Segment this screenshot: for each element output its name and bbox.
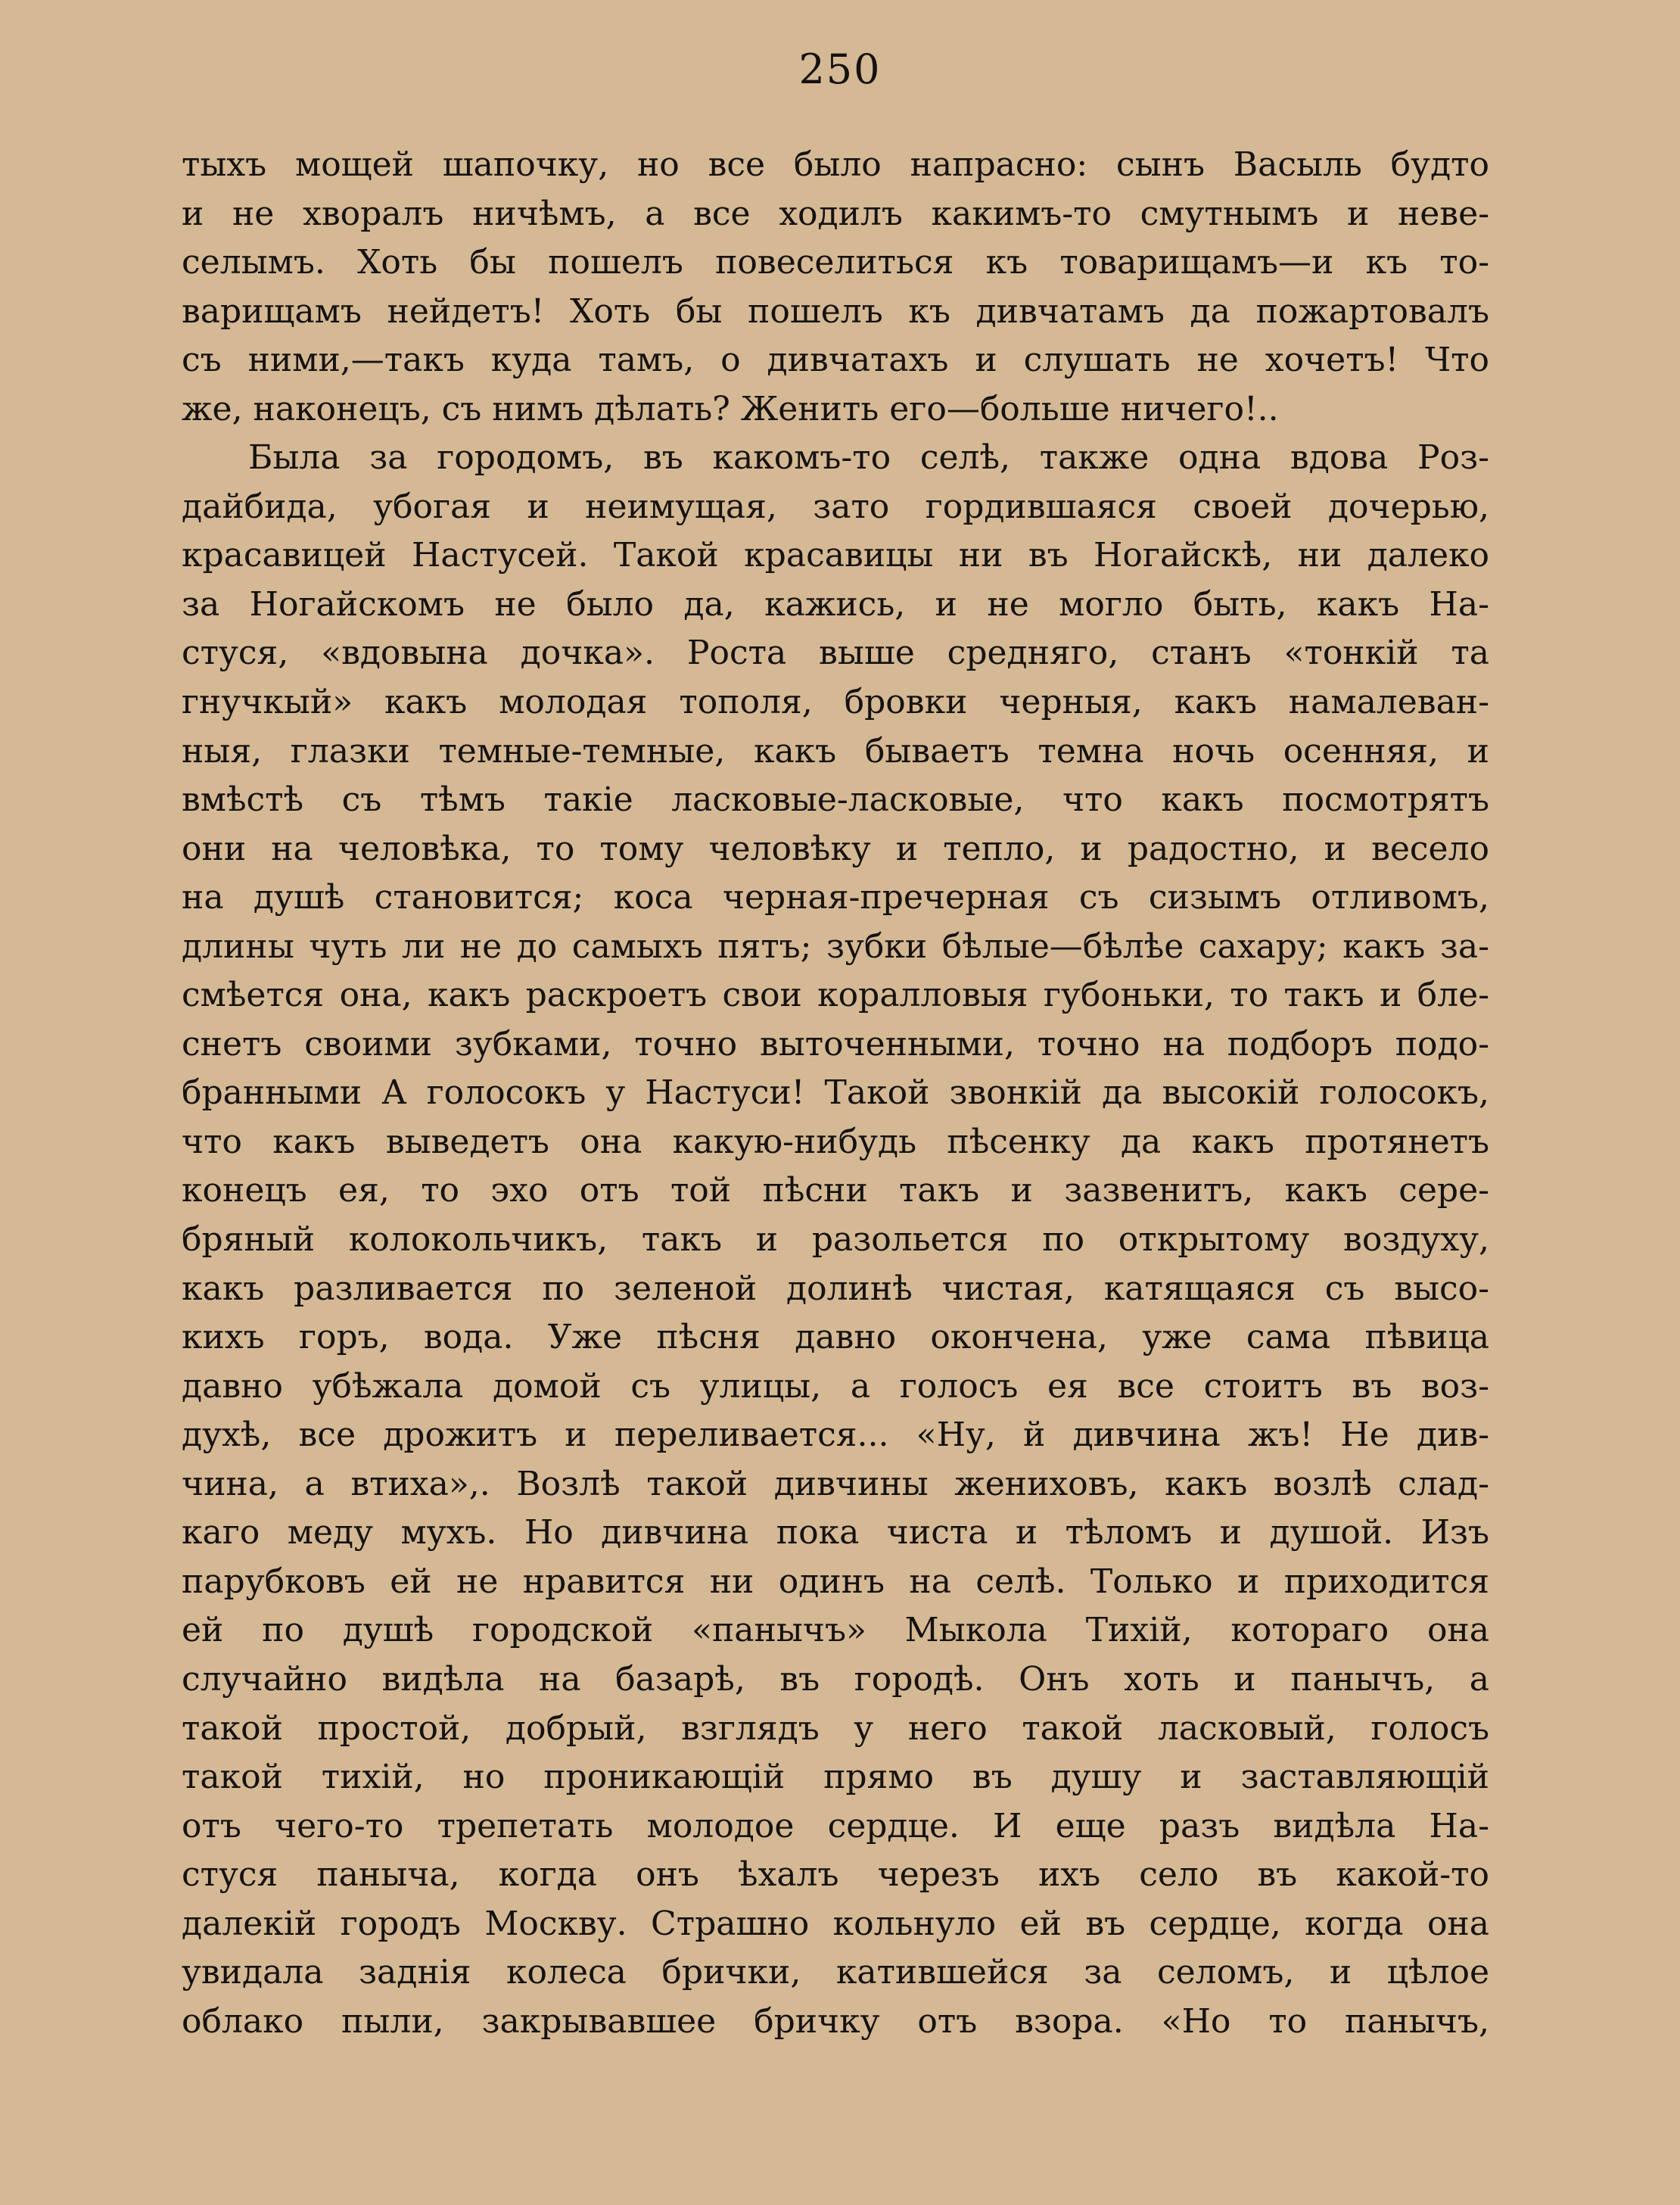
paragraph-start-line: Была за городомъ, въ какомъ-то селѣ, также одна вдова Роз- [248,438,1489,478]
text-line: отъ чего-то трепетать молодое сердце. И еще разъ видѣла На- [182,1806,1489,1845]
text-line: селымъ. Хоть бы пошелъ повеселиться къ товарищамъ—и къ то- [182,243,1489,282]
text-line: ныя, глазки темные-темные, какъ бываетъ темна ночь осенняя, и [182,731,1489,771]
text-line: они на человѣка, то тому человѣку и тепло, и радостно, и весело [182,829,1489,868]
text-line: и не хворалъ ничѣмъ, а все ходилъ какимъ-то смутнымъ и неве- [182,194,1489,233]
text-line: же, наконецъ, съ нимъ дѣлать? Женить его—больше ничего!.. [182,389,1279,428]
text-line: за Ногайскомъ не было да, кажись, и не могло быть, какъ На- [182,584,1489,624]
text-line: длины чуть ли не до самыхъ пятъ; зубки бѣлые—бѣлѣе сахару; какъ за- [182,927,1489,966]
text-line: кихъ горъ, вода. Уже пѣсня давно окончена, уже сама пѣвица [182,1318,1489,1357]
text-line: бранными А голосокъ у Настуси! Такой звонкій да высокій голосокъ, [182,1073,1489,1113]
text-line: стуся паныча, когда онъ ѣхалъ черезъ ихъ село въ какой-то [182,1855,1489,1895]
text-line: какъ разливается по зеленой долинѣ чистая, катящаяся съ высо- [182,1269,1489,1308]
text-line: конецъ ея, то эхо отъ той пѣсни такъ и зазвенитъ, какъ сере- [182,1171,1489,1210]
text-line: бряный колокольчикъ, такъ и разольется по открытому воздуху, [182,1220,1489,1260]
text-line: гнучкый» какъ молодая тополя, бровки черныя, какъ намалеван- [182,683,1489,722]
body-text [182,141,1489,2046]
text-line: на душѣ становится; коса черная-пречерная съ сизымъ отливомъ, [182,878,1489,917]
text-line: что какъ выведетъ она какую-нибудь пѣсенку да какъ протянетъ [182,1122,1489,1161]
text-line: смѣется она, какъ раскроетъ свои коралловыя губоньки, то такъ и бле- [182,976,1489,1015]
text-line: облако пыли, закрывавшее бричку отъ взора. «Но то панычъ, [182,2001,1489,2041]
text-line: тыхъ мощей шапочку, но все было напрасно: сынъ Васыль будто [182,145,1489,184]
text-line: духѣ, все дрожитъ и переливается... «Ну, й дивчина жъ! Не див- [182,1415,1489,1455]
text-line: такой простой, добрый, взглядъ у него такой ласковый, голосъ [182,1708,1489,1748]
text-line: снетъ своими зубками, точно выточенными, точно на подборъ подо- [182,1024,1489,1064]
text-line: случайно видѣла на базарѣ, въ городѣ. Онъ хоть и панычъ, а [182,1659,1489,1699]
text-line: далекій городъ Москву. Страшно кольнуло ей въ сердце, когда она [182,1904,1489,1943]
text-line: варищамъ нейдетъ! Хоть бы пошелъ къ дивчатамъ да пожартовалъ [182,291,1489,331]
text-line: такой тихій, но проникающій прямо въ душу и заставляющій [182,1758,1489,1797]
text-line: парубковъ ей не нравится ни одинъ на селѣ. Только и приходится [182,1562,1489,1601]
text-line: вмѣстѣ съ тѣмъ такіе ласковые-ласковые, что какъ посмотрятъ [182,780,1489,820]
page-number: 250 [798,45,882,93]
text-line: красавицей Настусей. Такой красавицы ни въ Ногайскѣ, ни далеко [182,536,1489,575]
text-line: чина, а втиха»,. Возлѣ такой дивчины жениховъ, какъ возлѣ слад- [182,1464,1489,1503]
text-line: давно убѣжала домой съ улицы, а голосъ ея все стоитъ въ воз- [182,1366,1489,1406]
text-line: съ ними,—такъ куда тамъ, о дивчатахъ и слушать не хочетъ! Что [182,341,1489,380]
text-line: стуся, «вдовына дочка». Роста выше средняго, станъ «тонкій та [182,634,1489,673]
text-line: увидала заднія колеса брички, катившейся за селомъ, и цѣлое [182,1953,1489,1992]
text-line: ей по душѣ городской «панычъ» Мыкола Тихій, котораго она [182,1611,1489,1650]
text-line: дайбида, убогая и неимущая, зато гордившаяся своей дочерью, [182,487,1489,526]
text-line: каго меду мухъ. Но дивчина пока чиста и тѣломъ и душой. Изъ [182,1513,1489,1553]
